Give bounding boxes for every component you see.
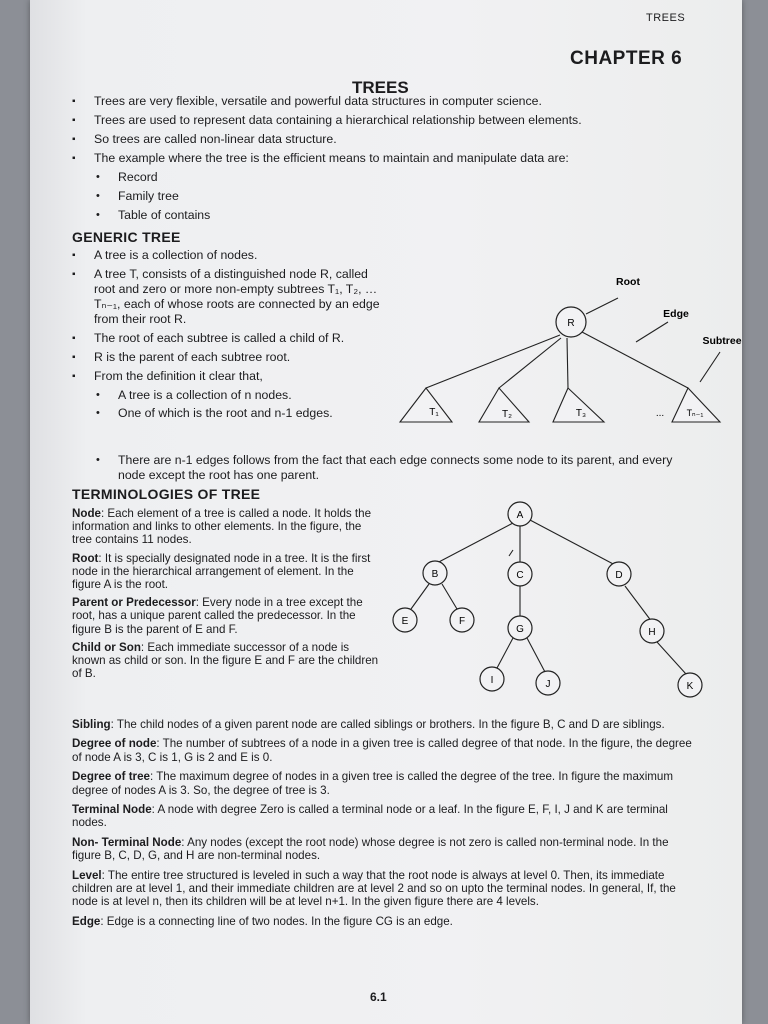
tree-node-label: G xyxy=(516,624,524,635)
term-label: Root xyxy=(72,551,99,565)
intro-bullet: ▪ Trees are very flexible, versatile and powerful data structures in computer science. xyxy=(72,92,712,111)
term-definition: : Each element of a tree is called a node. It holds the information and links to other elements. In the figure, the tree contains 11 nodes. xyxy=(72,507,372,547)
book-page xyxy=(30,0,742,1024)
running-head: TREES xyxy=(646,12,686,24)
term-label: Terminal Node xyxy=(72,803,152,817)
term-label: Child or Son xyxy=(72,640,141,654)
term-paragraph xyxy=(72,915,692,928)
intro-bullet: ▪ Trees are used to represent data containing a hierarchical relationship between elements. xyxy=(72,111,712,130)
term-label: Edge xyxy=(72,914,101,928)
generic-bullet: ▪ R is the parent of each subtree root. xyxy=(72,350,382,365)
tree-node-label: F xyxy=(458,616,466,627)
example-item: • Table of contains xyxy=(72,206,712,225)
tree-node-label: C xyxy=(516,570,524,581)
term-definition: : Any nodes (except the root node) whose degree is not zero is called non-terminal node. In the figure B, C, D, G, and H are non-terminal nodes. xyxy=(72,835,669,863)
tree-node-label: B xyxy=(431,569,439,580)
term-label: Degree of tree xyxy=(72,770,150,784)
generic-bullet: ▪ From the definition it clear that, xyxy=(72,369,382,384)
ellipsis-label: ... xyxy=(655,408,665,419)
generic-bullets-narrow xyxy=(72,248,382,424)
term-paragraph xyxy=(72,836,692,863)
term-definition: : The number of subtrees of a node in a given tree is called degree of that node. In the figure, the degree of node A is 3, C is 1, G is 2 and E is 0. xyxy=(72,737,692,764)
intro-bullet: ▪ The example where the tree is the efficient means to maintain and manipulate data are: xyxy=(72,149,712,168)
generic-sub-bullet: • One of which is the root and n-1 edges. xyxy=(72,406,382,421)
generic-tree-diagram xyxy=(390,270,742,430)
generic-bullet: ▪ A tree T, consists of a distinguished node R, called root and zero or more non-empty subtrees T₁, T₂, … Tₙ₋₁, each of whose roots are connected by an edge from their root R. xyxy=(72,267,382,327)
generic-bullet: ▪ The root of each subtree is called a child of R. xyxy=(72,331,382,346)
term-paragraph xyxy=(72,718,692,731)
term-label: Parent or Predecessor xyxy=(72,596,196,610)
chapter-title: CHAPTER 6 xyxy=(570,48,683,69)
term-definition: : A node with degree Zero is called a terminal node or a leaf. In the figure E, F, I, J and K are terminal nodes. xyxy=(72,803,668,830)
tree-node-label: E xyxy=(401,616,409,627)
page-title: TREES xyxy=(352,78,409,97)
generic-sub-bullet: • There are n-1 edges follows from the fact that each edge connects some node to its parent, and every node except the root has one parent. xyxy=(72,453,692,483)
term-definition: : Edge is a connecting line of two nodes. In the figure CG is an edge. xyxy=(100,914,453,928)
terminologies-heading: TERMINOLOGIES OF TREE xyxy=(72,486,261,502)
page-number: 6.1 xyxy=(370,990,387,1004)
example-tree-diagram xyxy=(385,500,715,700)
term-definition: : The entire tree structured is leveled in such a way that the root node is always at level 0. Then, its immediate children are at level 1, and their immediate children are at level 2 and so on upto the terminal nodes. In general, If, the node is at level n, then its children will be at level n+1. In the given figure there are 4 levels. xyxy=(72,868,676,909)
term-paragraph xyxy=(72,869,692,909)
generic-bullet: ▪ A tree is a collection of nodes. xyxy=(72,248,382,263)
term-label: Level xyxy=(72,868,102,882)
term-paragraph xyxy=(72,770,692,797)
example-item: • Family tree xyxy=(72,187,712,206)
term-label: Sibling xyxy=(72,718,111,731)
example-item: • Record xyxy=(72,168,712,187)
term-definition: : The child nodes of a given parent node are called siblings or brothers. In the figure B, C and D are siblings. xyxy=(110,718,665,731)
tree-node-label: H xyxy=(648,627,656,638)
generic-tree-heading: GENERIC TREE xyxy=(72,229,181,245)
subtree-T1 xyxy=(400,388,452,422)
term-definition: : Every node in a tree except the root, has a unique parent called the predecessor. In the figure B is the parent of E and F. xyxy=(72,596,363,636)
tree-node-label: I xyxy=(490,675,494,686)
term-label: Non- Terminal Node xyxy=(72,835,182,849)
terminology-list-wide xyxy=(72,718,692,934)
tree-node-label: A xyxy=(516,510,524,521)
intro-bullet-list xyxy=(72,92,712,225)
tree-node-label: D xyxy=(615,570,623,581)
term-paragraph xyxy=(72,803,692,830)
subtree-label: Tₙ₋₁ xyxy=(686,408,704,418)
intro-bullet: ▪ So trees are called non-linear data structure. xyxy=(72,130,712,149)
term-label: Degree of node xyxy=(72,737,157,751)
term-definition: : Each immediate successor of a node is known as child or son. In the figure E and F are the children of B. xyxy=(72,640,379,681)
tree-node-label: K xyxy=(686,681,694,692)
subtree-label: T₁ xyxy=(429,407,439,418)
subtree-heading-label: Subtree xyxy=(702,335,742,347)
edge-label: Edge xyxy=(663,308,689,320)
term-paragraph xyxy=(72,552,380,592)
generic-bullets-wide xyxy=(72,453,692,486)
term-paragraph xyxy=(72,737,692,764)
term-label: Node xyxy=(72,507,101,520)
term-definition: : The maximum degree of nodes in a given tree is called the degree of the tree. In figure the maximum degree of nodes A is 3. So, the degree of tree is 3. xyxy=(72,770,674,797)
root-node-label: R xyxy=(567,318,575,329)
term-paragraph xyxy=(72,641,380,681)
terminology-list-narrow xyxy=(72,507,380,685)
subtree-label: T₂ xyxy=(502,409,512,420)
generic-sub-bullet: • A tree is a collection of n nodes. xyxy=(72,388,382,403)
tree-node-label: J xyxy=(545,679,551,690)
term-paragraph xyxy=(72,596,380,636)
subtree-label: T₃ xyxy=(575,408,587,419)
term-paragraph xyxy=(72,507,380,547)
root-label: Root xyxy=(616,276,640,288)
term-definition: : It is specially designated node in a tree. It is the first node in the hierarchical arrangement of element. In the figure A is the root. xyxy=(72,551,371,592)
